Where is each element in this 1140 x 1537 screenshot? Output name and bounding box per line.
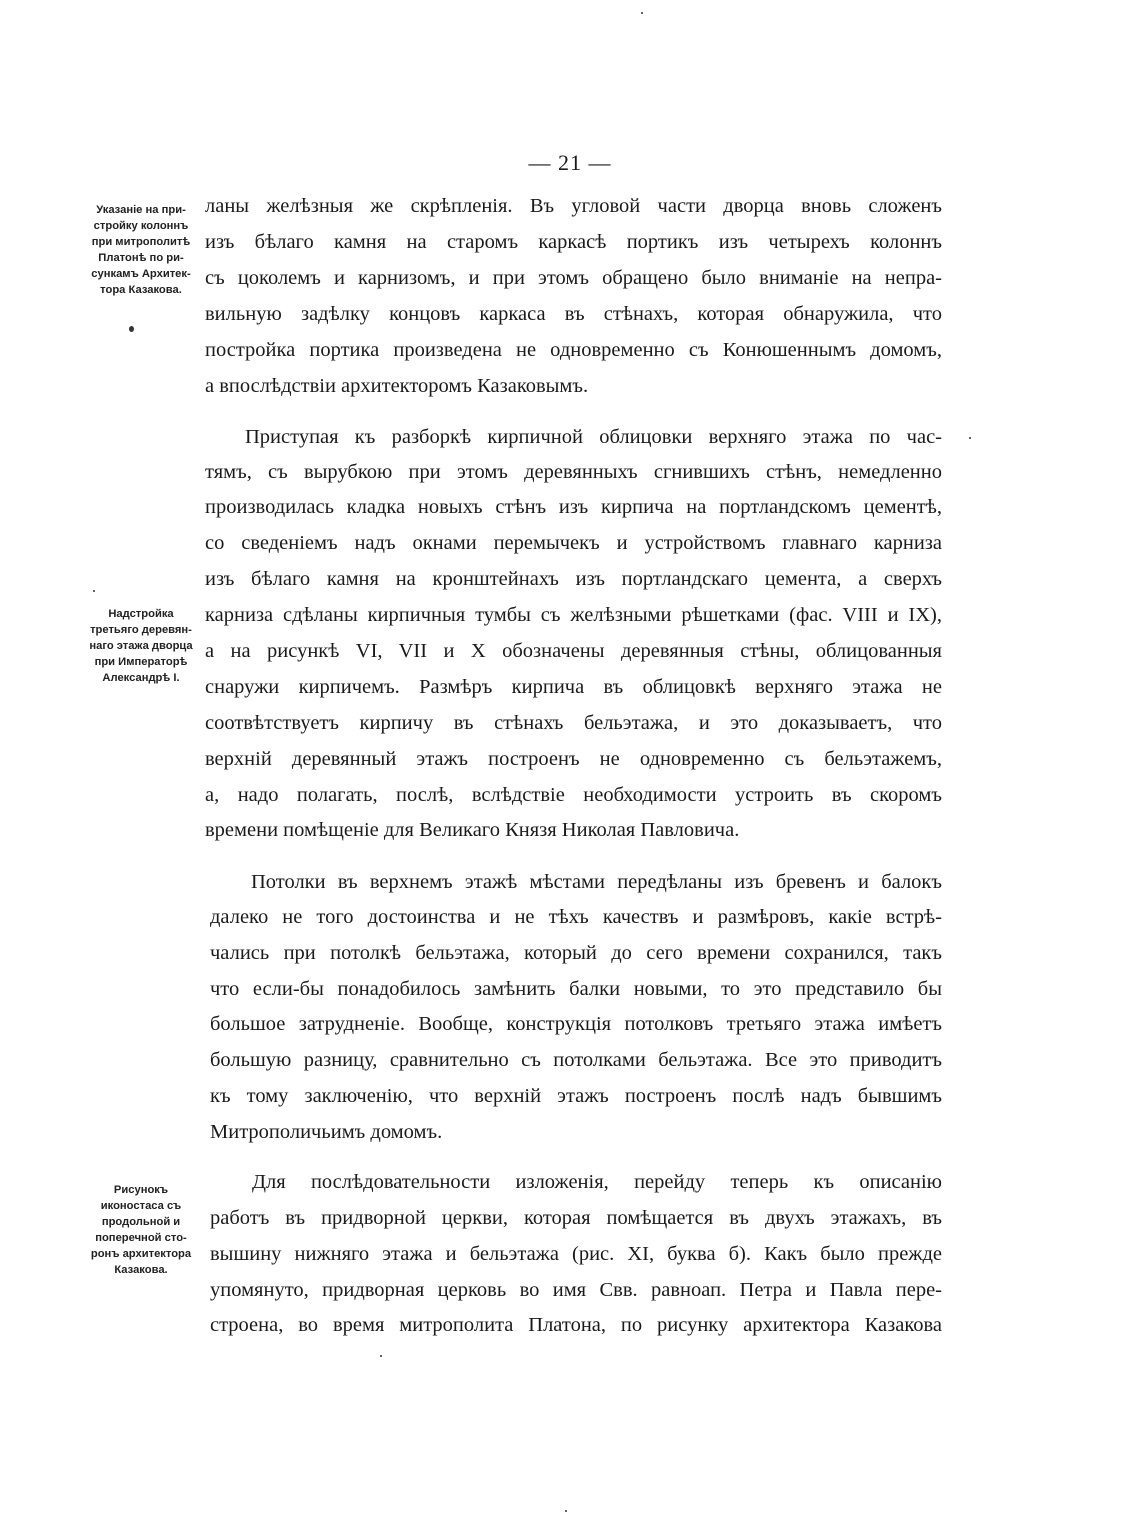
margin-note-line: наго этажа дворца — [89, 640, 193, 652]
text-line: вышину нижняго этажа и бельэтажа (рис. XI, буква б). Какъ было прежде — [210, 1243, 942, 1265]
margin-note-line: тора Казакова. — [100, 284, 182, 296]
margin-note-line: Казакова. — [114, 1264, 168, 1276]
text-line: Приступая къ разборкѣ кирпичной облицовки верхняго этажа по час- — [245, 426, 942, 448]
text-line: тямъ, съ вырубкою при этомъ деревянныхъ сгнившихъ стѣнъ, немедленно — [205, 461, 942, 483]
text-line: Митрополичьимъ домомъ. — [210, 1121, 443, 1143]
print-speck — [565, 1510, 567, 1512]
text-line: къ тому заключенію, что верхній этажъ построенъ послѣ надъ бывшимъ — [210, 1085, 942, 1107]
text-line: Для послѣдовательности изложенія, перейду теперь къ описанію — [252, 1171, 942, 1193]
text-line: снаружи кирпичемъ. Размѣръ кирпича въ облицовкѣ верхняго этажа не — [205, 676, 942, 698]
margin-note-line: стройку колоннъ — [93, 220, 189, 232]
margin-note-line: Надстройка — [108, 608, 174, 620]
text-line: со сведеніемъ надъ окнами перемычекъ и устройствомъ главнаго карниза — [205, 532, 942, 554]
text-line: карниза сдѣланы кирпичныя тумбы съ желѣзными рѣшетками (фас. VIII и IX), — [205, 604, 942, 626]
print-speck — [93, 590, 95, 592]
margin-note-line: третьяго деревян- — [90, 624, 192, 636]
print-speck — [641, 12, 643, 14]
text-line: Потолки въ верхнемъ этажѣ мѣстами передѣланы изъ бревенъ и балокъ — [251, 871, 942, 893]
text-line: изъ бѣлаго камня на кронштейнахъ изъ портландскаго цемента, а сверхъ — [205, 568, 942, 590]
margin-note-line: при Императорѣ — [94, 656, 188, 668]
text-line: изъ бѣлаго камня на старомъ каркасѣ портикъ изъ четырехъ колоннъ — [205, 231, 942, 253]
margin-note-line: Указаніе на при- — [96, 204, 186, 216]
margin-note-line: при митрополитѣ — [91, 236, 191, 248]
margin-note-line: ронъ архитектора — [90, 1248, 192, 1260]
text-line: вильную задѣлку концовъ каркаса въ стѣнахъ, которая обнаружила, что — [205, 303, 942, 325]
margin-note-line: иконостаса съ — [100, 1200, 182, 1212]
text-line: упомянуто, придворная церковь во имя Свв. равноап. Петра и Павла пере- — [210, 1279, 942, 1301]
margin-note-line: сункамъ Архитек- — [91, 268, 191, 280]
text-line: а на рисункѣ VI, VII и X обозначены деревянныя стѣны, облицованныя — [205, 640, 942, 662]
print-speck — [129, 326, 134, 332]
margin-note-line: Рисунокъ — [113, 1184, 169, 1196]
text-line: что если-бы понадобилось замѣнить балки новыми, то это представило бы — [210, 978, 942, 1000]
text-line: а впослѣдствіи архитекторомъ Казаковымъ. — [205, 375, 589, 397]
print-speck — [969, 437, 971, 439]
text-line: верхній деревянный этажъ построенъ не одновременно съ бельэтажемъ, — [205, 748, 942, 770]
text-line: а, надо полагать, послѣ, вслѣдствіе необходимости устроить въ скоромъ — [205, 784, 942, 806]
margin-note-third-floor — [78, 606, 204, 686]
text-line: времени помѣщеніе для Великаго Князя Николая Павловича. — [205, 819, 740, 841]
text-line: постройка портика произведена не одновременно съ Конюшеннымъ домомъ, — [205, 339, 942, 361]
text-line: строена, во время митрополита Платона, по рисунку архитектора Казакова — [210, 1314, 942, 1336]
margin-note-portico — [78, 202, 204, 298]
text-line: большое затрудненіе. Вообще, конструкція потолковъ третьяго этажа имѣетъ — [210, 1013, 942, 1035]
text-line: съ цоколемъ и карнизомъ, и при этомъ обращено было вниманіе на непра- — [205, 267, 942, 289]
text-line: чались при потолкѣ бельэтажа, который до сего времени сохранился, такъ — [210, 942, 942, 964]
text-line: ланы желѣзныя же скрѣпленія. Въ угловой части дворца вновь сложенъ — [205, 195, 942, 217]
margin-note-line: поперечной сто- — [95, 1232, 187, 1244]
margin-note-line: Платонѣ по ри- — [98, 252, 184, 264]
text-line: работъ въ придворной церкви, которая помѣщается въ двухъ этажахъ, въ — [210, 1207, 942, 1229]
print-speck — [380, 1355, 382, 1357]
text-line: большую разницу, сравнительно съ потолками бельэтажа. Все это приводитъ — [210, 1049, 942, 1071]
margin-note-line: Александрѣ I. — [102, 672, 180, 684]
text-line: производилась кладка новыхъ стѣнъ изъ кирпича на портландскомъ цементѣ, — [205, 496, 942, 518]
text-line: соотвѣтствуетъ кирпичу въ стѣнахъ бельэтажа, и это доказываетъ, что — [205, 712, 942, 734]
text-line: далеко не того достоинства и не тѣхъ качествъ и размѣровъ, какіе встрѣ- — [210, 906, 942, 928]
margin-note-iconostasis — [78, 1182, 204, 1278]
margin-note-line: продольной и — [101, 1216, 181, 1228]
page-number: — 21 — — [528, 150, 612, 175]
